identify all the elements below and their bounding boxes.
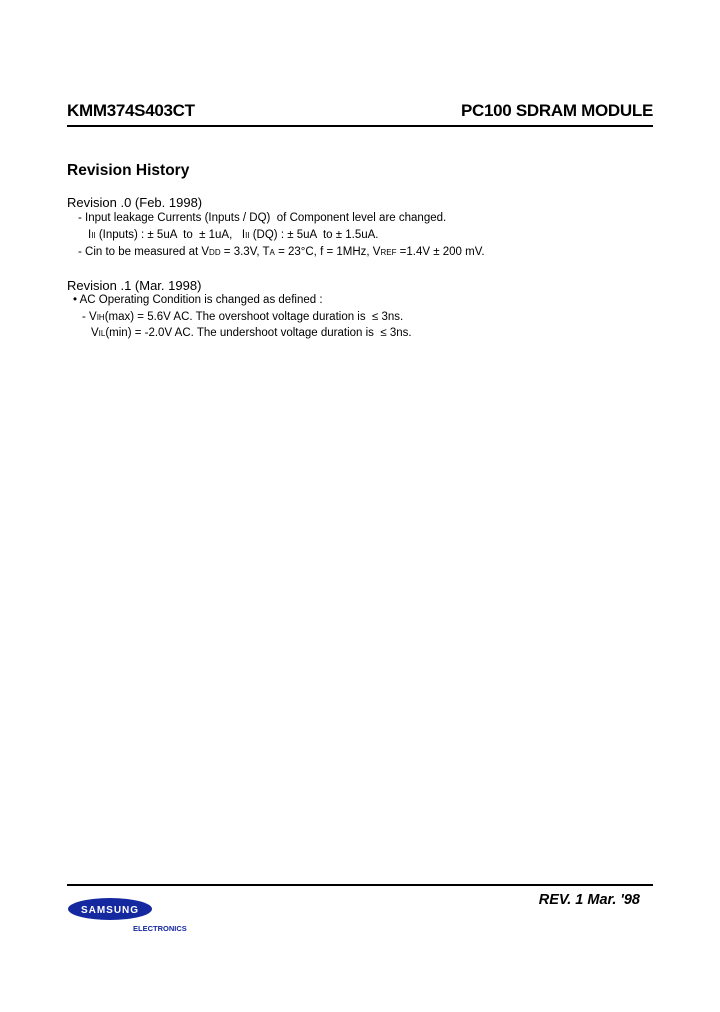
page-header xyxy=(67,101,653,127)
revision-1-item-1: • AC Operating Condition is changed as defined : xyxy=(73,294,323,306)
header-rule xyxy=(67,125,653,127)
footer-rule xyxy=(67,884,653,886)
logo-text: SAMSUNG xyxy=(80,905,140,916)
section-title: Revision History xyxy=(67,162,190,179)
logo-subtext: ELECTRONICS xyxy=(133,924,187,933)
samsung-logo xyxy=(67,896,187,936)
revision-0-item-2: - Cin to be measured at VDD = 3.3V, TA = 23°C, f = 1MHz, VREF =1.4V ± 200 mV. xyxy=(78,246,485,258)
revision-1-item-2: - VIH(max) = 5.6V AC. The overshoot voltage duration is ≤ 3ns. xyxy=(82,311,404,323)
revision-0-item-1-detail: III (Inputs) : ± 5uA to ± 1uA, III (DQ) : ± 5uA to ± 1.5uA. xyxy=(88,229,379,241)
revision-0-item-1: - Input leakage Currents (Inputs / DQ) of Component level are changed. xyxy=(78,212,447,224)
module-type: PC100 SDRAM MODULE xyxy=(460,101,653,120)
revision-stamp: REV. 1 Mar. '98 xyxy=(538,892,640,908)
revision-0-heading: Revision .0 (Feb. 1998) xyxy=(67,195,203,210)
revision-1-heading: Revision .1 (Mar. 1998) xyxy=(67,278,202,293)
revision-1-item-3: VIL(min) = -2.0V AC. The undershoot voltage duration is ≤ 3ns. xyxy=(91,327,412,339)
part-number: KMM374S403CT xyxy=(67,101,195,120)
